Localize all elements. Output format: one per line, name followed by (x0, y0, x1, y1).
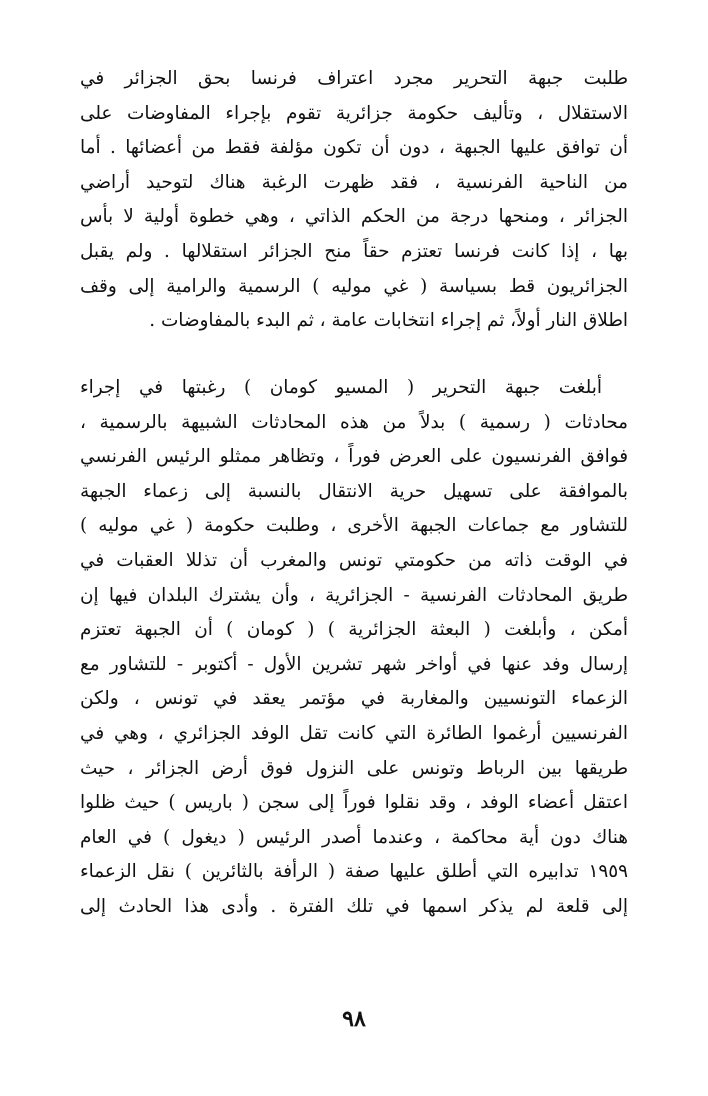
paragraph-1-line: من الناحية الفرنسية ، فقد ظهرت الرغبة هناك لتوحيد أراضي (80, 171, 628, 193)
paragraph-2-line: إرسال وفد عنها في أواخر شهر تشرين الأول - أكتوبر - للتشاور مع (80, 653, 628, 675)
paragraph-1-line: الاستقلال ، وتأليف حكومة جزائرية تقوم بإجراء المفاوضات على (80, 102, 628, 124)
paragraph-2 (80, 371, 628, 925)
paragraph-1-line: اطلاق النار أولاً، ثم إجراء انتخابات عامة ، ثم البدء بالمفاوضات . (149, 310, 628, 332)
paragraph-2-line: الزعماء التونسيين والمغاربة في مؤتمر يعقد في تونس ، ولكن (80, 688, 628, 710)
paragraph-1-line: طلبت جبهة التحرير مجرد اعتراف فرنسا بحق الجزائر في (80, 68, 628, 89)
paragraph-2-line: ١٩٥٩ تدابيره التي أطلق عليها صفة ( الرأفة بالثائرين ) نقل الزعماء (80, 861, 628, 883)
paragraph-2-line: بالموافقة على تسهيل حرية الانتقال بالنسبة إلى زعماء الجبهة (80, 480, 628, 502)
paragraph-2-line: محادثات ( رسمية ) بدلاً من هذه المحادثات الشبيهة بالرسمية ، (80, 411, 628, 433)
paragraph-2-line: فوافق الفرنسيون على العرض فوراً ، وتظاهر ممثلو الرئيس الفرنسي (80, 446, 628, 468)
page-number: ٩٨ (342, 1006, 366, 1032)
paragraph-1-line: الجزائر ، ومنحها درجة من الحكم الذاتي ، وهي خطوة أولية لا بأس (80, 206, 628, 228)
paragraph-1-line: الجزائريون قط بسياسة ( غي موليه ) الرسمية والرامية إلى وقف (80, 275, 628, 297)
paragraph-2-line: في الوقت ذاته من حكومتي تونس والمغرب أن تذللا العقبات في (80, 549, 628, 571)
paragraph-2-line: طريق المحادثات الفرنسية - الجزائرية ، وأن يشترك البلدان فيها إن (80, 584, 628, 606)
paragraph-1-line: بها ، إذا كانت فرنسا تعتزم حقاً منح الجزائر استقلالها . ولم يقبل (80, 240, 628, 262)
paragraph-2-line: الفرنسيين أرغموا الطائرة التي كانت تقل الوفد الجزائري ، وهي في (80, 722, 628, 744)
paragraph-2-line: طريقها بين الرباط وتونس على النزول فوق أرض الجزائر ، حيث (80, 757, 628, 779)
paragraph-2-line: هناك دون أية محاكمة ، وعندما أصدر الرئيس ( ديغول ) في العام (80, 826, 628, 848)
paragraph-2-line: أبلغت جبهة التحرير ( المسيو كومان ) رغبتها في إجراء (80, 377, 602, 398)
paragraph-2-line: إلى قلعة لم يذكر اسمها في تلك الفترة . وأدى هذا الحادث إلى (80, 895, 628, 917)
paragraph-1-line: أن توافق عليها الجبهة ، دون أن تكون مؤلفة فقط من أعضائها . أما (80, 137, 628, 159)
paragraph-2-line: أمكن ، وأبلغت ( البعثة الجزائرية ) ( كومان ) أن الجبهة تعتزم (80, 619, 628, 641)
paragraph-2-line: اعتقل أعضاء الوفد ، وقد نقلوا فوراً إلى سجن ( باريس ) حيث ظلوا (80, 792, 628, 814)
paragraph-1 (80, 62, 628, 339)
paragraph-2-line: للتشاور مع جماعات الجبهة الأخرى ، وطلبت حكومة ( غي موليه ) (80, 515, 628, 537)
